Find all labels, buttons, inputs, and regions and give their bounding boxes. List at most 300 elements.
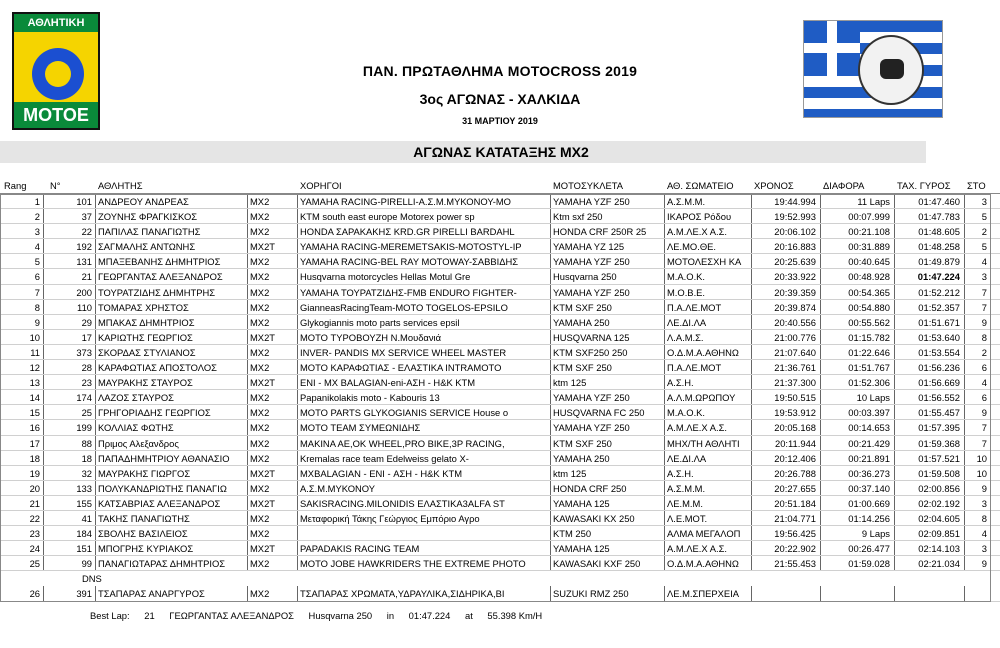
cell-motorcycle: KTM SXF 250 (551, 436, 665, 450)
cell-sponsors: YAMAHA ΤΟΥΡΑΤΖΙΔΗΣ-FMB ENDURO FIGHTER- (298, 285, 551, 299)
dns-label: DNS (82, 573, 102, 585)
cell-stop: 3 (965, 194, 991, 208)
cell-stop: 3 (965, 269, 991, 283)
cell-number: 199 (44, 420, 96, 434)
table-row (0, 436, 1000, 451)
table-row (0, 405, 1000, 420)
cell-time: 20:12.406 (752, 451, 821, 465)
cell-diff: 9 Laps (821, 526, 895, 540)
cell-sponsors: MXBALAGIAN - ENI - ΑΣΗ - H&K KTM (298, 466, 551, 480)
cell-motorcycle: HONDA CRF 250R 25 (551, 224, 665, 238)
cell-number: 200 (44, 285, 96, 299)
cell-number: 110 (44, 300, 96, 314)
cell-stop: 4 (965, 526, 991, 540)
cell-diff (821, 586, 895, 600)
cell-rank: 24 (0, 541, 44, 555)
cell-number: 25 (44, 405, 96, 419)
cell-rank: 17 (0, 436, 44, 450)
cell-number: 88 (44, 436, 96, 450)
cell-sponsors: MOTO ΤΥΡΟΒΟΥΖΗ Ν.Μουδανιά (298, 330, 551, 344)
cell-rank: 23 (0, 526, 44, 540)
cell-time: 20:51.184 (752, 496, 821, 510)
cell-rank: 7 (0, 285, 44, 299)
cell-time: 20:22.902 (752, 541, 821, 555)
cell-class: MX2 (248, 315, 298, 329)
cell-rank: 16 (0, 420, 44, 434)
table-row (0, 345, 1000, 360)
cell-number: 174 (44, 390, 96, 404)
cell-diff: 01:00.669 (821, 496, 895, 510)
dns-heading-row (0, 571, 1000, 586)
cell-rider: ΠΑΠΑΔΗΜΗΤΡΙΟΥ ΑΘΑΝΑΣΙΟ (96, 451, 248, 465)
cell-rank: 13 (0, 375, 44, 389)
cell-rider: ΣΚΟΡΔΑΣ ΣΤΥΛΙΑΝΟΣ (96, 345, 248, 359)
results-rows (0, 194, 1000, 602)
cell-class: MX2 (248, 194, 298, 208)
cell-number: 184 (44, 526, 96, 540)
cell-class: MX2 (248, 556, 298, 570)
cell-sponsors: Glykogiannis moto parts services epsil (298, 315, 551, 329)
cell-time: 21:04.771 (752, 511, 821, 525)
table-row (0, 511, 1000, 526)
cell-diff: 00:48.928 (821, 269, 895, 283)
cell-sponsors: SAKISRACING.MILONIDIS ΕΛΑΣΤΙΚΑ3ALFA ST (298, 496, 551, 510)
cell-sponsors (298, 526, 551, 540)
cell-diff: 01:51.767 (821, 360, 895, 374)
cell-class: MX2 (248, 586, 298, 600)
cell-number: 28 (44, 360, 96, 374)
cell-fastest-lap: 01:48.258 (895, 239, 965, 253)
cell-club: ΑΛΜΑ ΜΕΓΑΛΟΠ (665, 526, 752, 540)
cell-time: 21:07.640 (752, 345, 821, 359)
cell-club: Α.Λ.Μ.ΩΡΩΠΟΥ (665, 390, 752, 404)
cell-fastest-lap: 01:53.554 (895, 345, 965, 359)
cell-fastest-lap: 02:21.034 (895, 556, 965, 570)
cell-club: Π.Α.ΛΕ.ΜΟΤ (665, 360, 752, 374)
cell-rank: 18 (0, 451, 44, 465)
cell-diff: 00:55.562 (821, 315, 895, 329)
cell-rider: ΣΒΟΛΗΣ ΒΑΣΙΛΕΙΟΣ (96, 526, 248, 540)
cell-class: MX2T (248, 466, 298, 480)
cell-fastest-lap: 01:59.368 (895, 436, 965, 450)
cell-sponsors: ΤΣΑΠΑΡΑΣ ΧΡΩΜΑΤΑ,ΥΔΡΑΥΛΙΚΑ,ΣΙΔΗΡΙΚΑ,ΒΙ (298, 586, 551, 600)
cell-club: ΛΕ.ΜΟ.ΘΕ. (665, 239, 752, 253)
cell-fastest-lap: 01:47.460 (895, 194, 965, 208)
race-title: ΑΓΩΝΑΣ ΚΑΤΑΤΑΞΗΣ ΜΧ2 (413, 144, 589, 160)
cell-diff: 00:40.645 (821, 254, 895, 268)
cell-diff: 01:14.256 (821, 511, 895, 525)
cell-club: Ο.Δ.Μ.Α.ΑΘΗΝΩ (665, 345, 752, 359)
col-stop: ΣΤΟ (967, 180, 986, 191)
table-row (0, 451, 1000, 466)
cell-rider: ΑΝΔΡΕΟΥ ΑΝΔΡΕΑΣ (96, 194, 248, 208)
cell-stop: 7 (965, 420, 991, 434)
cell-club: ΛΕ.ΔΙ.ΛΑ (665, 451, 752, 465)
table-row (0, 526, 1000, 541)
cell-club: Α.Σ.Μ.Μ. (665, 481, 752, 495)
cell-sponsors: Μεταφορική Τάκης Γεώργιος Εμπόριο Αγρο (298, 511, 551, 525)
cell-rank: 19 (0, 466, 44, 480)
cell-fastest-lap: 01:57.395 (895, 420, 965, 434)
cell-motorcycle: ktm 125 (551, 375, 665, 389)
cell-class: MX2T (248, 375, 298, 389)
cell-fastest-lap: 02:00.856 (895, 481, 965, 495)
cell-diff: 11 Laps (821, 194, 895, 208)
table-row (0, 481, 1000, 496)
cell-class: MX2 (248, 224, 298, 238)
cell-number: 101 (44, 194, 96, 208)
table-row (0, 496, 1000, 511)
best-lap-number: 21 (144, 610, 155, 621)
cell-club: ΛΕ.ΔΙ.ΛΑ (665, 315, 752, 329)
cell-motorcycle: YAMAHA YZF 250 (551, 194, 665, 208)
cell-stop: 8 (965, 330, 991, 344)
col-sponsors: ΧΟΡΗΓΟΙ (300, 180, 342, 191)
cell-diff: 00:14.653 (821, 420, 895, 434)
cell-sponsors: MAKINA AE,OK WHEEL,PRO BIKE,3P RACING, (298, 436, 551, 450)
cell-rider: ΣΑΓΜΑΛΗΣ ΑΝΤΩΝΗΣ (96, 239, 248, 253)
cell-rank: 1 (0, 194, 44, 208)
cell-number: 32 (44, 466, 96, 480)
cell-rank: 11 (0, 345, 44, 359)
table-row (0, 285, 1000, 300)
cell-rider: ΓΡΗΓΟΡΙΑΔΗΣ ΓΕΩΡΓΙΟΣ (96, 405, 248, 419)
cell-fastest-lap: 01:49.879 (895, 254, 965, 268)
cell-class: MX2 (248, 511, 298, 525)
cell-diff: 01:15.782 (821, 330, 895, 344)
event-date: 31 ΜΑΡΤΙΟΥ 2019 (462, 116, 538, 126)
cell-motorcycle: KAWASAKI KXF 250 (551, 556, 665, 570)
table-row (0, 586, 1000, 601)
cell-rank: 26 (0, 586, 44, 600)
table-row (0, 420, 1000, 435)
col-motorcycle: ΜΟΤΟΣΥΚΛΕΤΑ (553, 180, 624, 191)
cell-time: 21:36.761 (752, 360, 821, 374)
cell-fastest-lap: 01:55.457 (895, 405, 965, 419)
best-lap-in: in (386, 610, 395, 621)
logo-bottom-text: ΜΟΤΟΕ (14, 102, 98, 128)
cell-motorcycle: YAMAHA YZF 250 (551, 390, 665, 404)
table-row (0, 390, 1000, 405)
cell-number: 151 (44, 541, 96, 555)
cell-stop: 2 (965, 224, 991, 238)
col-club: ΑΘ. ΣΩΜΑΤΕΙΟ (667, 180, 734, 191)
cell-rider: ΜΠΑΚΑΣ ΔΗΜΗΤΡΙΟΣ (96, 315, 248, 329)
cell-motorcycle: HONDA CRF 250 (551, 481, 665, 495)
cell-class: MX2 (248, 481, 298, 495)
cell-number: 99 (44, 556, 96, 570)
cell-club: Λ.Ε.ΜΟΤ. (665, 511, 752, 525)
table-row (0, 360, 1000, 375)
cell-rank: 20 (0, 481, 44, 495)
cell-number: 131 (44, 254, 96, 268)
cell-time: 19:50.515 (752, 390, 821, 404)
cell-fastest-lap (895, 586, 965, 600)
cell-rank: 22 (0, 511, 44, 525)
cell-club: Μ.Ο.Β.Ε. (665, 285, 752, 299)
cell-rider: ΚΑΡΑΦΩΤΙΑΣ ΑΠΟΣΤΟΛΟΣ (96, 360, 248, 374)
cell-number: 373 (44, 345, 96, 359)
table-row (0, 315, 1000, 330)
cell-rank: 2 (0, 209, 44, 223)
table-row (0, 466, 1000, 481)
cell-club: Α.Σ.Η. (665, 375, 752, 389)
cell-fastest-lap: 02:09.851 (895, 526, 965, 540)
cell-fastest-lap: 01:56.236 (895, 360, 965, 374)
cell-stop: 6 (965, 390, 991, 404)
cell-time: 20:33.922 (752, 269, 821, 283)
cell-club: ΛΕ.Μ.ΣΠΕΡΧΕΙΑ (665, 586, 752, 600)
cell-class: MX2T (248, 330, 298, 344)
cell-stop: 9 (965, 556, 991, 570)
cell-time: 20:39.359 (752, 285, 821, 299)
table-row (0, 269, 1000, 284)
col-number: N° (50, 180, 61, 191)
cell-class: MX2 (248, 360, 298, 374)
table-row (0, 224, 1000, 239)
cell-club: ΜΗΧ/ΤΗ ΑΘΛΗΤΙ (665, 436, 752, 450)
cell-diff: 01:59.028 (821, 556, 895, 570)
cell-motorcycle: ktm 125 (551, 466, 665, 480)
cell-fastest-lap: 01:56.552 (895, 390, 965, 404)
cell-stop: 7 (965, 285, 991, 299)
cell-club: ΛΕ.Μ.Μ. (665, 496, 752, 510)
cell-rank: 12 (0, 360, 44, 374)
cell-rider: ΚΑΤΣΑΒΡΙΑΣ ΑΛΕΞΑΝΔΡΟΣ (96, 496, 248, 510)
cell-time: 20:27.655 (752, 481, 821, 495)
cell-stop: 8 (965, 511, 991, 525)
cell-sponsors: GianneasRacingTeam-MOTO TOGELOS-EPSILO (298, 300, 551, 314)
cell-club: Α.Μ.ΛΕ.Χ Α.Σ. (665, 420, 752, 434)
cell-stop: 5 (965, 239, 991, 253)
cell-rider: ΠΟΛΥΚΑΝΔΡΙΩΤΗΣ ΠΑΝΑΓΙΩ (96, 481, 248, 495)
cell-sponsors: MOTO ΚΑΡΑΦΩΤΙΑΣ - ΕΛΑΣΤΙΚΑ INTRAMOTO (298, 360, 551, 374)
cell-rider: ΜΑΥΡΑΚΗΣ ΣΤΑΥΡΟΣ (96, 375, 248, 389)
cell-time: 20:25.639 (752, 254, 821, 268)
cell-rider: ΠΑΠΙΛΑΣ ΠΑΝΑΓΙΩΤΗΣ (96, 224, 248, 238)
cell-number: 17 (44, 330, 96, 344)
cell-time: 19:56.425 (752, 526, 821, 540)
cell-rider: ΤΟΜΑΡΑΣ ΧΡΗΣΤΟΣ (96, 300, 248, 314)
cell-fastest-lap: 01:53.640 (895, 330, 965, 344)
cell-stop: 5 (965, 209, 991, 223)
cell-club: Μ.Α.Ο.Κ. (665, 405, 752, 419)
cell-stop: 3 (965, 541, 991, 555)
cell-class: MX2 (248, 209, 298, 223)
cell-class: MX2 (248, 300, 298, 314)
cell-diff: 00:54.365 (821, 285, 895, 299)
cell-rank: 10 (0, 330, 44, 344)
cell-motorcycle: KTM SXF 250 (551, 360, 665, 374)
col-rank: Rang (4, 180, 27, 191)
cell-rank: 14 (0, 390, 44, 404)
cell-fastest-lap: 02:04.605 (895, 511, 965, 525)
cell-motorcycle: YAMAHA 250 (551, 315, 665, 329)
cell-class: MX2 (248, 436, 298, 450)
cell-class: MX2 (248, 420, 298, 434)
cell-rider: Πριμος Αλεξανδρος (96, 436, 248, 450)
cell-time: 21:00.776 (752, 330, 821, 344)
cell-sponsors: Kremalas race team Edelweiss gelato X- (298, 451, 551, 465)
cell-rider: ΤΟΥΡΑΤΖΙΔΗΣ ΔΗΜΗΤΡΗΣ (96, 285, 248, 299)
cell-fastest-lap: 01:59.508 (895, 466, 965, 480)
cell-rank: 15 (0, 405, 44, 419)
cell-diff: 00:07.999 (821, 209, 895, 223)
logo-top-text: ΑΘΛΗΤΙΚΗ (14, 14, 98, 32)
results-table (0, 178, 1000, 602)
cell-time: 20:11.944 (752, 436, 821, 450)
cell-motorcycle: YAMAHA YZ 125 (551, 239, 665, 253)
table-row (0, 541, 1000, 556)
cell-diff: 00:54.880 (821, 300, 895, 314)
cell-rider: ΜΠΟΓΡΗΣ ΚΥΡΙΑΚΟΣ (96, 541, 248, 555)
cell-fastest-lap: 01:57.521 (895, 451, 965, 465)
cell-motorcycle: YAMAHA 125 (551, 541, 665, 555)
cell-motorcycle: HUSQVARNA 125 (551, 330, 665, 344)
cell-fastest-lap: 01:47.224 (895, 269, 965, 283)
cell-rank: 4 (0, 239, 44, 253)
cell-fastest-lap: 01:47.783 (895, 209, 965, 223)
best-lap-moto: Husqvarna 250 (308, 610, 373, 621)
cell-stop: 3 (965, 496, 991, 510)
cell-number: 18 (44, 451, 96, 465)
cell-diff: 10 Laps (821, 390, 895, 404)
cell-number: 37 (44, 209, 96, 223)
cell-class: MX2T (248, 239, 298, 253)
cell-time: 19:53.912 (752, 405, 821, 419)
cell-motorcycle: HUSQVARNA FC 250 (551, 405, 665, 419)
cell-motorcycle: YAMAHA YZF 250 (551, 285, 665, 299)
cell-time: 20:06.102 (752, 224, 821, 238)
table-header (0, 178, 1000, 194)
best-lap-time: 01:47.224 (408, 610, 451, 621)
cell-motorcycle: KTM SXF 250 (551, 300, 665, 314)
cell-time: 20:40.556 (752, 315, 821, 329)
table-row (0, 330, 1000, 345)
cell-diff: 00:03.397 (821, 405, 895, 419)
page-title: ΠΑΝ. ΠΡΩΤΑΘΛΗΜΑ MOTOCROSS 2019 (362, 63, 638, 79)
cell-number: 133 (44, 481, 96, 495)
cell-time: 20:39.874 (752, 300, 821, 314)
cell-time (752, 586, 821, 600)
cell-club: Ο.Δ.Μ.Α.ΑΘΗΝΩ (665, 556, 752, 570)
cell-motorcycle: KTM SXF250 250 (551, 345, 665, 359)
cell-motorcycle: SUZUKI RMZ 250 (551, 586, 665, 600)
cell-motorcycle: Ktm sxf 250 (551, 209, 665, 223)
cell-number: 21 (44, 269, 96, 283)
table-row (0, 194, 1000, 209)
cell-rank: 5 (0, 254, 44, 268)
cell-stop: 4 (965, 254, 991, 268)
cell-sponsors: YAMAHA RACING-MEREMETSAKIS-MOTOSTYL-IP (298, 239, 551, 253)
cell-club: Α.Μ.ΛΕ.Χ Α.Σ. (665, 224, 752, 238)
cell-stop: 6 (965, 360, 991, 374)
cell-sponsors: HONDA ΣΑΡΑΚΑΚΗΣ KRD.GR PIRELLI BARDAHL (298, 224, 551, 238)
cell-fastest-lap: 02:14.103 (895, 541, 965, 555)
col-rider: ΑΘΛΗΤΗΣ (98, 180, 143, 191)
cell-number: 22 (44, 224, 96, 238)
cell-club: ΜΟΤΟΛΕΣΧΗ ΚΑ (665, 254, 752, 268)
cell-motorcycle: YAMAHA YZF 250 (551, 254, 665, 268)
cell-club: Μ.Α.Ο.Κ. (665, 269, 752, 283)
cell-motorcycle: YAMAHA YZF 250 (551, 420, 665, 434)
table-row (0, 239, 1000, 254)
cell-rider: ΚΑΡΙΩΤΗΣ ΓΕΩΡΓΙΟΣ (96, 330, 248, 344)
cell-club: Λ.Α.Μ.Σ. (665, 330, 752, 344)
cell-class: MX2 (248, 285, 298, 299)
table-row (0, 300, 1000, 315)
cell-rider: ΠΑΝΑΓΙΩΤΑΡΑΣ ΔΗΜΗΤΡΙΟΣ (96, 556, 248, 570)
cell-sponsors: INVER- PANDIS MX SERVICE WHEEL MASTER (298, 345, 551, 359)
cell-club: Α.Μ.ΛΕ.Χ Α.Σ. (665, 541, 752, 555)
cell-rider: ΖΟΥΝΗΣ ΦΡΑΓΚΙΣΚΟΣ (96, 209, 248, 223)
cell-class: MX2 (248, 526, 298, 540)
cell-stop: 2 (965, 345, 991, 359)
col-time: ΧΡΟΝΟΣ (754, 180, 794, 191)
cell-sponsors: MOTO JOBE HAWKRIDERS THE EXTREME PHOTO (298, 556, 551, 570)
cell-club: Α.Σ.Μ.Μ. (665, 194, 752, 208)
cell-diff: 00:26.477 (821, 541, 895, 555)
cell-number: 155 (44, 496, 96, 510)
cell-number: 23 (44, 375, 96, 389)
best-lap-label: Best Lap: (90, 610, 130, 621)
cell-rank: 6 (0, 269, 44, 283)
cell-fastest-lap: 01:56.669 (895, 375, 965, 389)
cell-time: 21:55.453 (752, 556, 821, 570)
cell-motorcycle: YAMAHA 250 (551, 451, 665, 465)
cell-diff: 00:36.273 (821, 466, 895, 480)
col-class (248, 178, 298, 193)
cell-time: 20:26.788 (752, 466, 821, 480)
cell-sponsors: Papanikolakis moto - Kabouris 13 (298, 390, 551, 404)
table-row (0, 254, 1000, 269)
col-fastest-lap: ΤΑΧ. ΓΥΡΟΣ (897, 180, 951, 191)
cell-rider: ΛΑΖΟΣ ΣΤΑΥΡΟΣ (96, 390, 248, 404)
cell-motorcycle: KAWASAKI KX 250 (551, 511, 665, 525)
cell-sponsors: MOTO TEAM ΣΥΜΕΩΝΙΔΗΣ (298, 420, 551, 434)
cell-number: 41 (44, 511, 96, 525)
cell-stop: 4 (965, 375, 991, 389)
table-row (0, 209, 1000, 224)
cell-stop: 10 (965, 451, 991, 465)
cell-number: 29 (44, 315, 96, 329)
cell-diff: 01:22.646 (821, 345, 895, 359)
cell-stop: 7 (965, 300, 991, 314)
cell-fastest-lap: 01:48.605 (895, 224, 965, 238)
cell-diff: 00:21.108 (821, 224, 895, 238)
cell-fastest-lap: 02:02.192 (895, 496, 965, 510)
table-row (0, 556, 1000, 571)
cell-rider: ΓΕΩΡΓΑΝΤΑΣ ΑΛΕΞΑΝΔΡΟΣ (96, 269, 248, 283)
cell-time: 19:52.993 (752, 209, 821, 223)
cell-class: MX2T (248, 496, 298, 510)
cell-rank: 21 (0, 496, 44, 510)
cell-sponsors: YAMAHA RACING-PIRELLI-Α.Σ.Μ.ΜΥΚΟΝΟΥ-ΜΟ (298, 194, 551, 208)
cell-sponsors: KTM south east europe Motorex power sp (298, 209, 551, 223)
cell-diff: 00:37.140 (821, 481, 895, 495)
cell-sponsors: Husqvarna motorcycles Hellas Motul Gre (298, 269, 551, 283)
best-lap-rider: ΓΕΩΡΓΑΝΤΑΣ ΑΛΕΞΑΝΔΡΟΣ (169, 610, 294, 621)
cell-sponsors: Α.Σ.Μ.ΜΥΚΟΝΟΥ (298, 481, 551, 495)
cell-rider: ΤΣΑΠΑΡΑΣ ΑΝΑΡΓΥΡΟΣ (96, 586, 248, 600)
cell-club: ΙΚΑΡΟΣ Ρόδου (665, 209, 752, 223)
cell-time: 20:16.883 (752, 239, 821, 253)
cell-diff: 00:21.429 (821, 436, 895, 450)
cell-fastest-lap: 01:52.212 (895, 285, 965, 299)
cell-class: MX2 (248, 405, 298, 419)
cell-class: MX2 (248, 390, 298, 404)
cell-stop: 9 (965, 481, 991, 495)
